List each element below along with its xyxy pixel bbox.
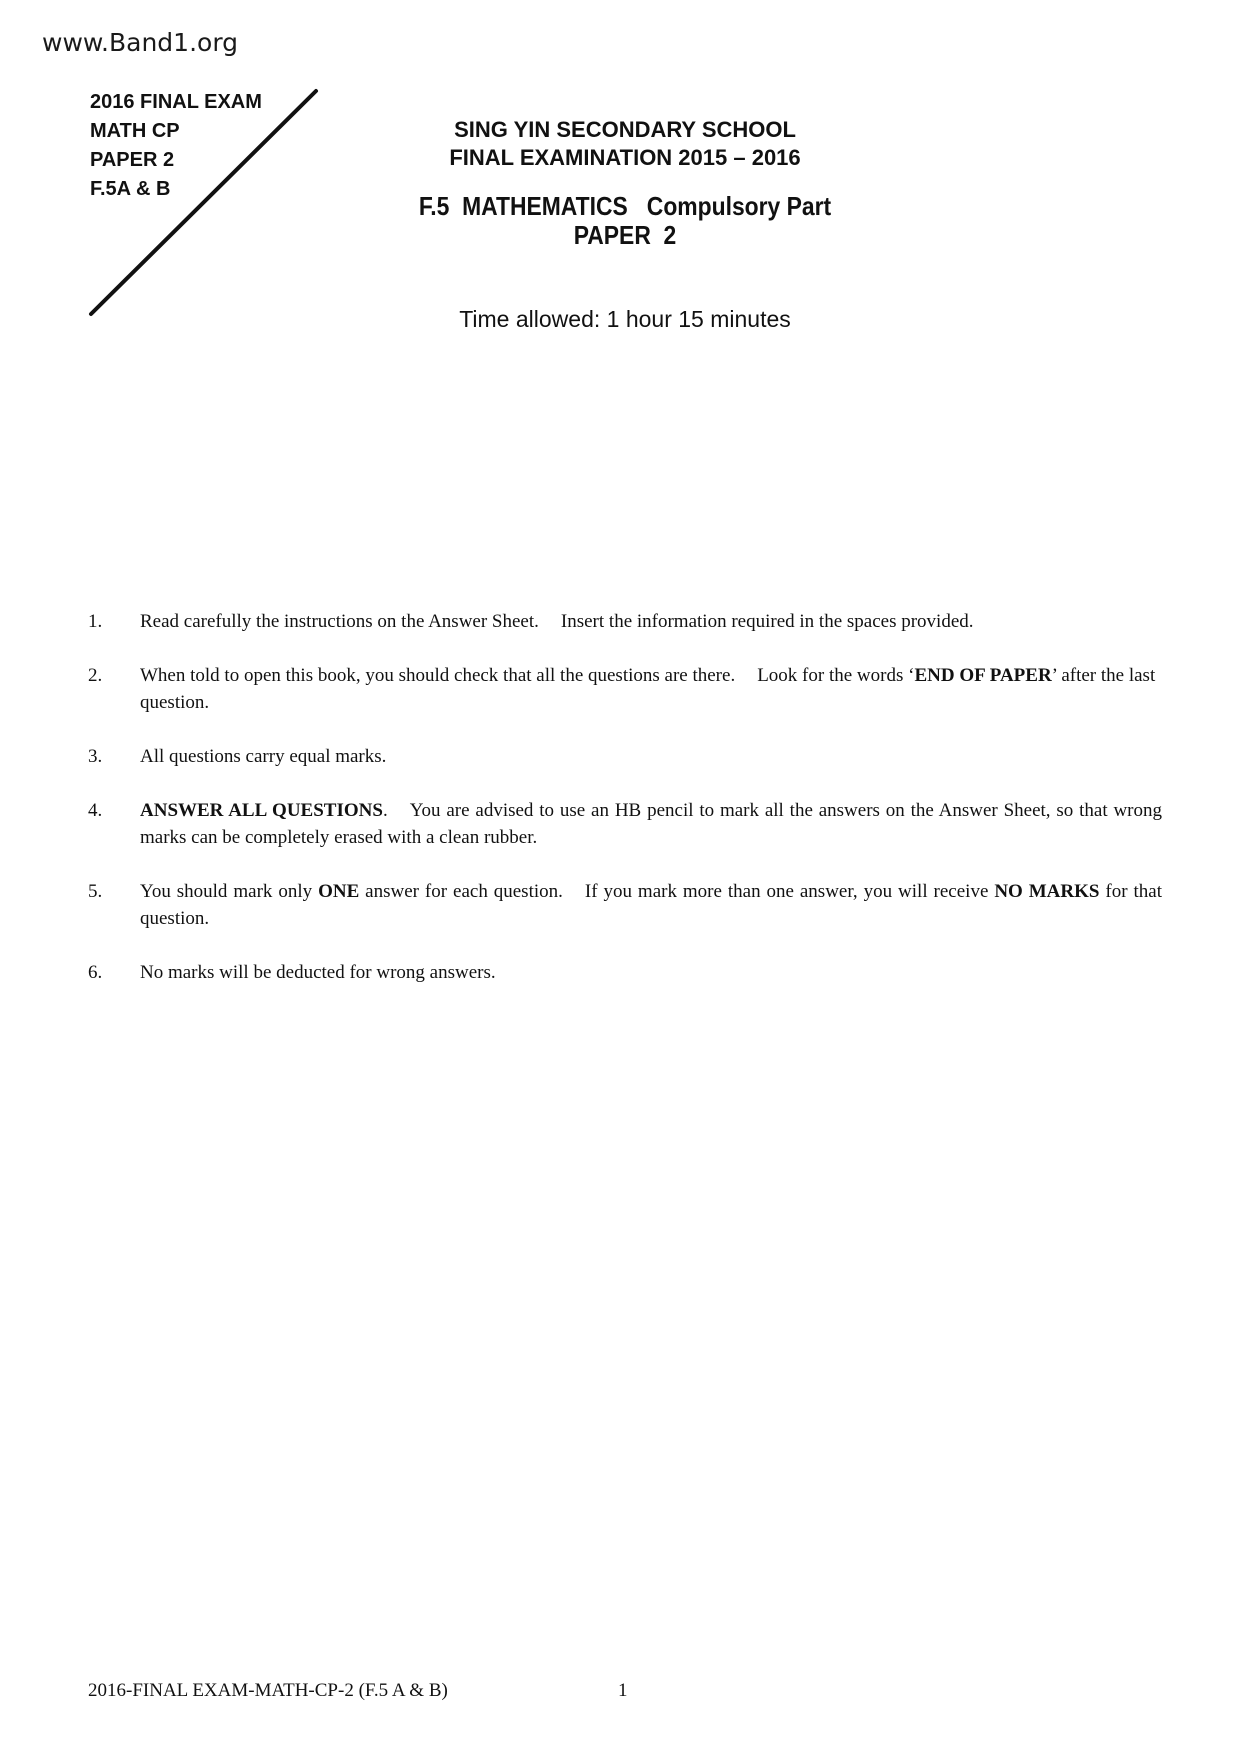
website-watermark: www.Band1.org: [42, 28, 239, 57]
instruction-number: 2.: [88, 665, 103, 686]
instruction-sentence: Read carefully the instructions on the Answer Sheet.: [140, 611, 539, 632]
instruction-item: [88, 797, 1162, 851]
instruction-item: [88, 608, 1162, 635]
instruction-emphasis: ANSWER ALL QUESTIONS: [140, 800, 383, 821]
school-name: SING YIN SECONDARY SCHOOL: [454, 117, 796, 142]
instruction-sentence: .: [382, 800, 388, 821]
instruction-number: 5.: [88, 881, 103, 902]
subject-header: [365, 192, 884, 250]
time-allowed: Time allowed: 1 hour 15 minutes: [459, 306, 791, 332]
exam-name: FINAL EXAMINATION 2015 – 2016: [449, 145, 801, 170]
instruction-sentence: You are advised to use an HB pencil to mark all the answers on the Answer Sheet, so that wrong marks can be completely erased with a clean rubber.: [140, 800, 1162, 848]
instruction-emphasis: NO MARKS: [994, 881, 1100, 902]
instruction-sentence: No marks will be deducted for wrong answers.: [140, 962, 496, 983]
instruction-number: 1.: [88, 611, 103, 632]
instruction-number: 6.: [88, 962, 103, 983]
subject-title: F.5 MATHEMATICS Compulsory Part: [418, 191, 832, 221]
instruction-text: [140, 959, 1162, 986]
instruction-text: [140, 743, 1162, 770]
instruction-item: [88, 743, 1162, 770]
instruction-sentence: for that question.: [140, 881, 1162, 929]
instruction-sentence: Look for the words ‘: [757, 665, 915, 686]
instruction-item: [88, 878, 1162, 932]
instruction-sentence: ’ after the last question.: [140, 665, 1156, 713]
diagonal-slash-line: [0, 0, 340, 340]
corner-label-line: 2016 FINAL EXAM: [90, 91, 262, 113]
instruction-text: [140, 662, 1162, 716]
instruction-sentence: answer for each question.: [359, 881, 563, 902]
footer-paper-code: 2016-FINAL EXAM-MATH-CP-2 (F.5 A & B): [88, 1680, 448, 1701]
page-number: 1: [618, 1680, 628, 1701]
instructions-list: [88, 608, 1162, 1013]
instruction-sentence: All questions carry equal marks.: [140, 746, 387, 767]
corner-label-line: MATH CP: [90, 120, 180, 142]
instruction-sentence: When told to open this book, you should check that all the questions are there.: [140, 665, 736, 686]
instruction-emphasis: END OF PAPER: [914, 665, 1052, 686]
instruction-item: [88, 959, 1162, 986]
instruction-sentence: If you mark more than one answer, you will receive: [584, 881, 995, 902]
instruction-emphasis: ONE: [318, 881, 360, 902]
instruction-sentence: You should mark only: [140, 881, 319, 902]
instruction-number: 4.: [88, 800, 103, 821]
slash-stroke: [91, 91, 316, 314]
instruction-text: [140, 797, 1162, 851]
paper-title: PAPER 2: [573, 220, 677, 250]
school-header: [330, 116, 920, 172]
instruction-item: [88, 662, 1162, 716]
corner-label-line: F.5A & B: [90, 178, 171, 200]
instruction-number: 3.: [88, 746, 103, 767]
instruction-text: [140, 878, 1162, 932]
instruction-text: [140, 608, 1162, 635]
instruction-sentence: Insert the information required in the spaces provided.: [560, 611, 974, 632]
corner-label-line: PAPER 2: [90, 149, 175, 171]
